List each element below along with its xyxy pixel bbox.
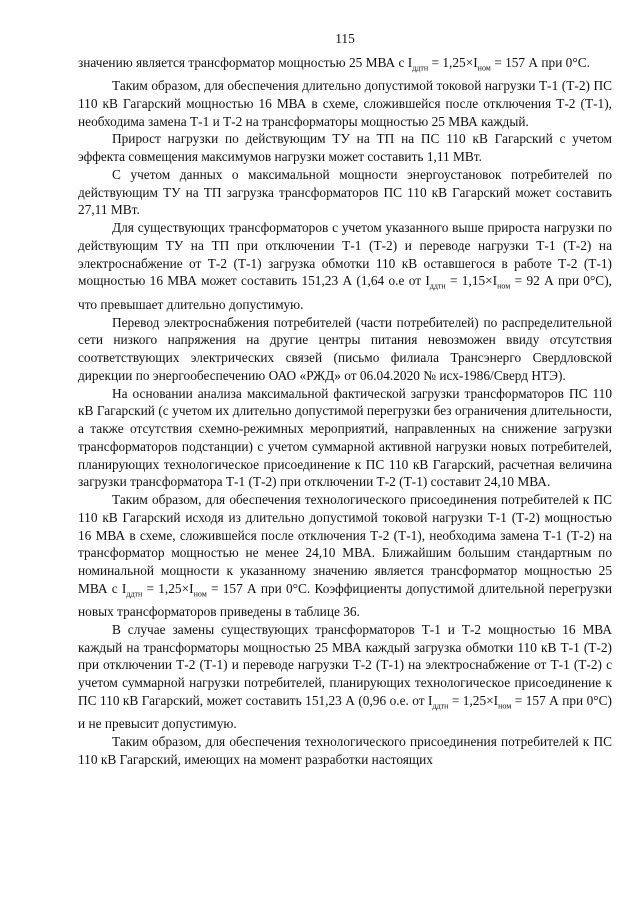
subscript-text: ном	[477, 63, 491, 73]
paragraph	[78, 314, 612, 385]
paragraph	[78, 130, 612, 166]
body-text	[78, 54, 612, 769]
paragraph-text: Таким образом, для обеспечения технологического присоединения потребителей к ПС 110 кВ Гагарский, имеющих на момент разработки настоящих	[78, 734, 612, 767]
paragraph	[78, 491, 612, 621]
paragraph-text: На основании анализа максимальной фактической загрузки трансформаторов ПС 110 кВ Гагарский (с учетом их длительно допустимой перегрузки без ограничения длительности, а также отсутствия схемно-режимных мероприятий, направленных на снижение загрузки трансформаторов подстанции) с учетом суммарной активной нагрузки новых потребителей, планирующих технологическое присоединение к ПС 110 кВ Гагарский, расчетная величина загрузки трансформатора Т-1 (Т-2) при отключении Т-2 (Т-1) составит 24,10 МВА.	[78, 385, 612, 490]
paragraph-text: = 157 А при 0°С.	[490, 54, 590, 70]
paragraph	[78, 77, 612, 130]
subscript-text: ддтн	[429, 282, 446, 292]
subscript-text: ддтн	[432, 701, 449, 711]
paragraph-text: Таким образом, для обеспечения технологического присоединения потребителей к ПС 110 кВ Гагарский исходя из длительно допустимой токовой нагрузки Т-1 (Т-2) мощностью 16 МВА в схеме, сложившейся после отключения Т-2 (Т-1), необходима замена Т-1 (Т-2) на трансформатор мощностью не менее 24,10 МВА. Ближайшим большим стандартным по номинальной мощности к указанному значению является трансформатор мощностью 25 МВА с I	[78, 492, 612, 596]
paragraph-text: = 1,25×I	[142, 580, 194, 596]
page-number: 115	[335, 31, 355, 46]
paragraph-text: = 157 А при 0°С. Коэффициенты допустимой длительной перегрузки новых трансформаторов приведены в таблице 36.	[78, 580, 612, 620]
paragraph-text: С учетом данных о максимальной мощности энергоустановок потребителей по действующим ТУ на ТП загрузка трансформаторов ПС 110 кВ Гагарский может составить 27,11 МВт.	[78, 166, 612, 218]
paragraph-text: В случае замены существующих трансформаторов Т-1 и Т-2 мощностью 16 МВА каждый на трансформаторы мощностью 25 МВА каждый загрузка обмотки 110 кВ Т-1 (Т-2) при отключении Т-2 (Т-1) и переводе нагрузки Т-2 (Т-1) на электроснабжение от Т-1 (Т-2) с учетом суммарной нагрузки потребителей, планирующих технологическое присоединение к ПС 110 кВ Гагарский, может составить 151,23 А (0,96 о.е. от I	[78, 621, 612, 708]
paragraph-text: Перевод электроснабжения потребителей (части потребителей) по распределительной сети низкого напряжения на другие центры питания невозможен ввиду отсутствия соответствующих электрических связей (письмо филиала Трансэнерго Свердловской дирекции по энергообеспечению ОАО «РЖД» от 06.04.2020 № исх-1986/Сверд НТЭ).	[78, 314, 612, 383]
subscript-text: ддтн	[412, 63, 429, 73]
subscript-text: ном	[498, 701, 512, 711]
paragraph-text: = 1,25×I	[428, 54, 478, 70]
subscript-text: ном	[193, 589, 207, 599]
paragraph	[78, 166, 612, 219]
paragraph	[78, 385, 612, 492]
paragraph	[78, 621, 612, 733]
paragraph-text: Прирост нагрузки по действующим ТУ на ТП на ПС 110 кВ Гагарский с учетом эффекта совмещения максимумов нагрузки может составить 1,11 МВт.	[78, 131, 612, 165]
subscript-text: ддтн	[126, 589, 143, 599]
paragraph-text: значению является трансформатор мощностью 25 МВА с I	[78, 54, 413, 70]
paragraph	[78, 733, 612, 769]
paragraph-text: = 157 А при 0°С) и не превысит допустимую.	[78, 692, 612, 732]
paragraph-text: Таким образом, для обеспечения длительно допустимой токовой нагрузки Т-1 (Т-2) ПС 110 кВ Гагарский мощностью 16 МВА в схеме, сложившейся после отключения Т-2 (Т-1), необходима замена Т-1 и Т-2 на трансформаторы мощностью 25 МВА каждый.	[78, 78, 612, 129]
paragraph-text: = 92 А при 0°С), что превышает длительно допустимую.	[78, 273, 612, 312]
paragraph-text: Для существующих трансформаторов с учетом указанного выше прироста нагрузки по действующим ТУ на ТП при отключении Т-1 (Т-2) и переводе нагрузки Т-1 (Т-2) на электроснабжение от Т-2 (Т-1) загрузка обмотки 110 кВ оставшегося в работе Т-2 (Т-1) мощностью 16 МВА может составить 151,23 А (1,64 о.е от I	[78, 220, 612, 289]
paragraph	[78, 54, 612, 77]
paragraph-text: = 1,15×I	[445, 273, 498, 289]
paragraph	[78, 219, 612, 313]
subscript-text: ном	[497, 282, 511, 292]
document-page	[78, 30, 612, 769]
paragraph-text: = 1,25×I	[448, 692, 499, 708]
